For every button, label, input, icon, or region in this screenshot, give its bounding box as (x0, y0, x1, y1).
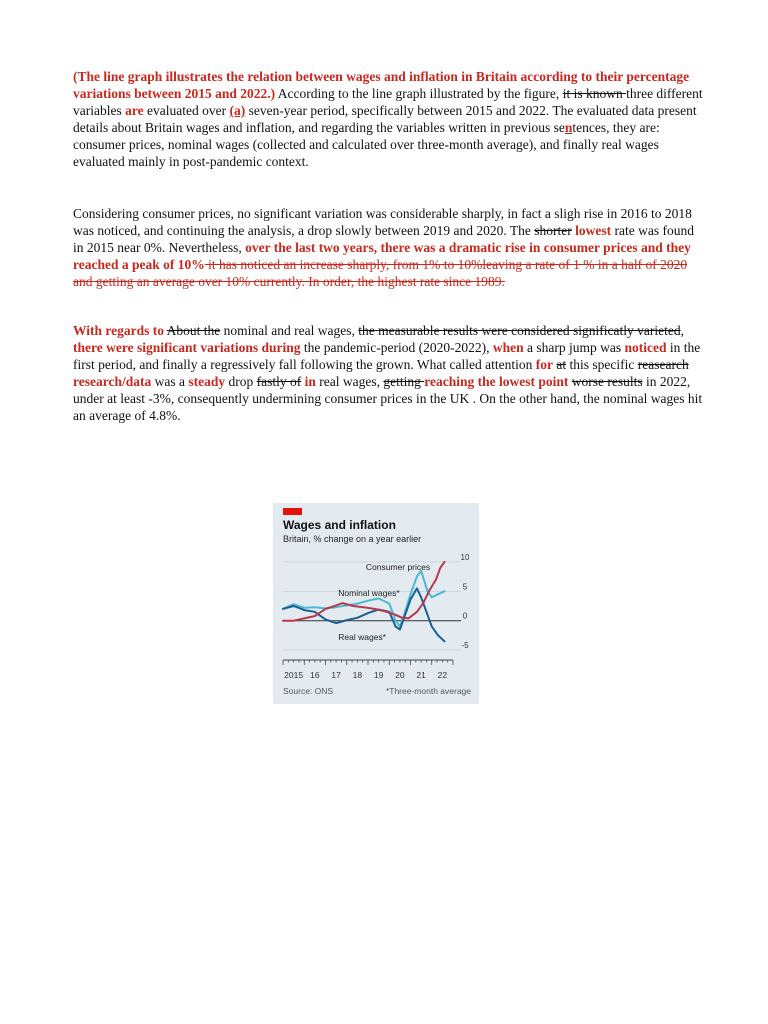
series-label-real-wages: Real wages* (338, 632, 386, 643)
paragraph-wages (73, 322, 703, 424)
text-run: was a (151, 374, 189, 389)
x-tick-label: 19 (373, 670, 384, 680)
text-run: the pandemic-period (2020-2022), (300, 340, 493, 355)
x-tick-label: 21 (416, 670, 426, 680)
text-run: real wages, (315, 374, 384, 389)
series-label-consumer-prices: Consumer prices (365, 562, 431, 573)
y-tick-label: 10 (460, 552, 470, 562)
deleted-text: shorter (534, 223, 572, 238)
text-run: seven-year period, specifically between 2015 and 2022. The evaluated data present details about Britain wages and inflation, and regarding the variables written in previous se (73, 103, 697, 135)
paragraph-consumer-prices (73, 205, 703, 290)
deleted-text: at (556, 357, 567, 372)
inserted-text: are (125, 103, 144, 118)
chart-subtitle: Britain, % change on a year earlier (283, 534, 422, 544)
deleted-text: fastly of (256, 374, 302, 389)
inserted-text: research/data (73, 374, 152, 389)
chart-title: Wages and inflation (283, 518, 396, 532)
x-tick-label: 20 (395, 670, 405, 680)
text-run: Considering consumer prices, no significant variation was considerable sharply, in fact a sligh rise in 2016 to 2018 was noticed, and continuing the analysis, a drop slowly between 2019 and 2020. The (73, 206, 692, 238)
inserted-text: n (564, 120, 573, 135)
text-run: tences, they are: consumer prices, nominal wages (collected and calculated over three-month average), and finally real wages evaluated mainly in post-pandemic context. (73, 120, 660, 169)
chart-note: *Three-month average (385, 686, 471, 696)
y-tick-label: -5 (461, 641, 469, 651)
y-tick-label: 0 (462, 611, 468, 621)
inserted-text: With regards to (73, 323, 164, 338)
deleted-text: the measurable results were considered significatly varieted (358, 323, 681, 338)
text-run: rate was found in 2015 near 0%. Nevertheless, (73, 223, 695, 255)
deleted-text: it is known (562, 86, 627, 101)
x-tick-label: 17 (331, 670, 341, 680)
brand-flag (283, 508, 302, 515)
inserted-text: for (535, 357, 553, 372)
deleted-text: About the (166, 323, 221, 338)
inserted-text: in (304, 374, 316, 389)
inserted-text: lowest (575, 223, 612, 238)
inserted-text: there were significant variations during (73, 340, 301, 355)
x-tick-label: 18 (352, 670, 363, 680)
paragraph-intro (73, 68, 703, 170)
text-run: drop (225, 374, 257, 389)
y-tick-label: 5 (462, 582, 468, 592)
inserted-text: reaching the lowest point (424, 374, 569, 389)
chart-source: Source: ONS (283, 686, 334, 696)
text-run: this specific (566, 357, 638, 372)
text-run: nominal and real wages, (220, 323, 359, 338)
text-run: a sharp jump was (523, 340, 625, 355)
inserted-text: when (492, 340, 524, 355)
chart-plot (273, 548, 479, 688)
inserted-text: steady (188, 374, 226, 389)
x-tick-label: 2015 (284, 670, 304, 680)
x-tick-label: 22 (437, 670, 448, 680)
text-run: , (680, 323, 684, 338)
deleted-text: worse results (571, 374, 643, 389)
intro-red-sentence: (The line graph illustrates the relation between wages and inflation in Britain according to their percentage variations between 2015 and 2022.) (73, 69, 690, 101)
series-label-nominal-wages: Nominal wages* (338, 588, 400, 598)
text-run: three different variables (73, 86, 703, 118)
inserted-text: noticed (624, 340, 667, 355)
x-tick-label: 16 (310, 670, 320, 680)
deleted-text: getting (383, 374, 425, 389)
text-run: evaluated over (143, 103, 230, 118)
inserted-text: (a) (229, 103, 246, 118)
text-run: in the first period, and finally a regressively fall following the grown. What called attention (73, 340, 701, 372)
inserted-text: over the last two years, there was a dramatic rise in consumer prices and they reached a peak of 10% (73, 240, 691, 272)
wages-inflation-chart (273, 503, 479, 704)
text-run: According to the line graph illustrated by the figure, (275, 86, 563, 101)
text-run: in 2022, under at least -3%, consequently undermining consumer prices in the UK . On the other hand, the nominal wages hit an average of 4.8%. (73, 374, 703, 423)
deleted-text: it has noticed an increase sharply, from 1% to 10%leaving a rate of 1 % in a half of 2020 and getting an average over 10% currently. In order, the highest rate since 1989. (73, 257, 688, 289)
deleted-text: reasearch (637, 357, 689, 372)
